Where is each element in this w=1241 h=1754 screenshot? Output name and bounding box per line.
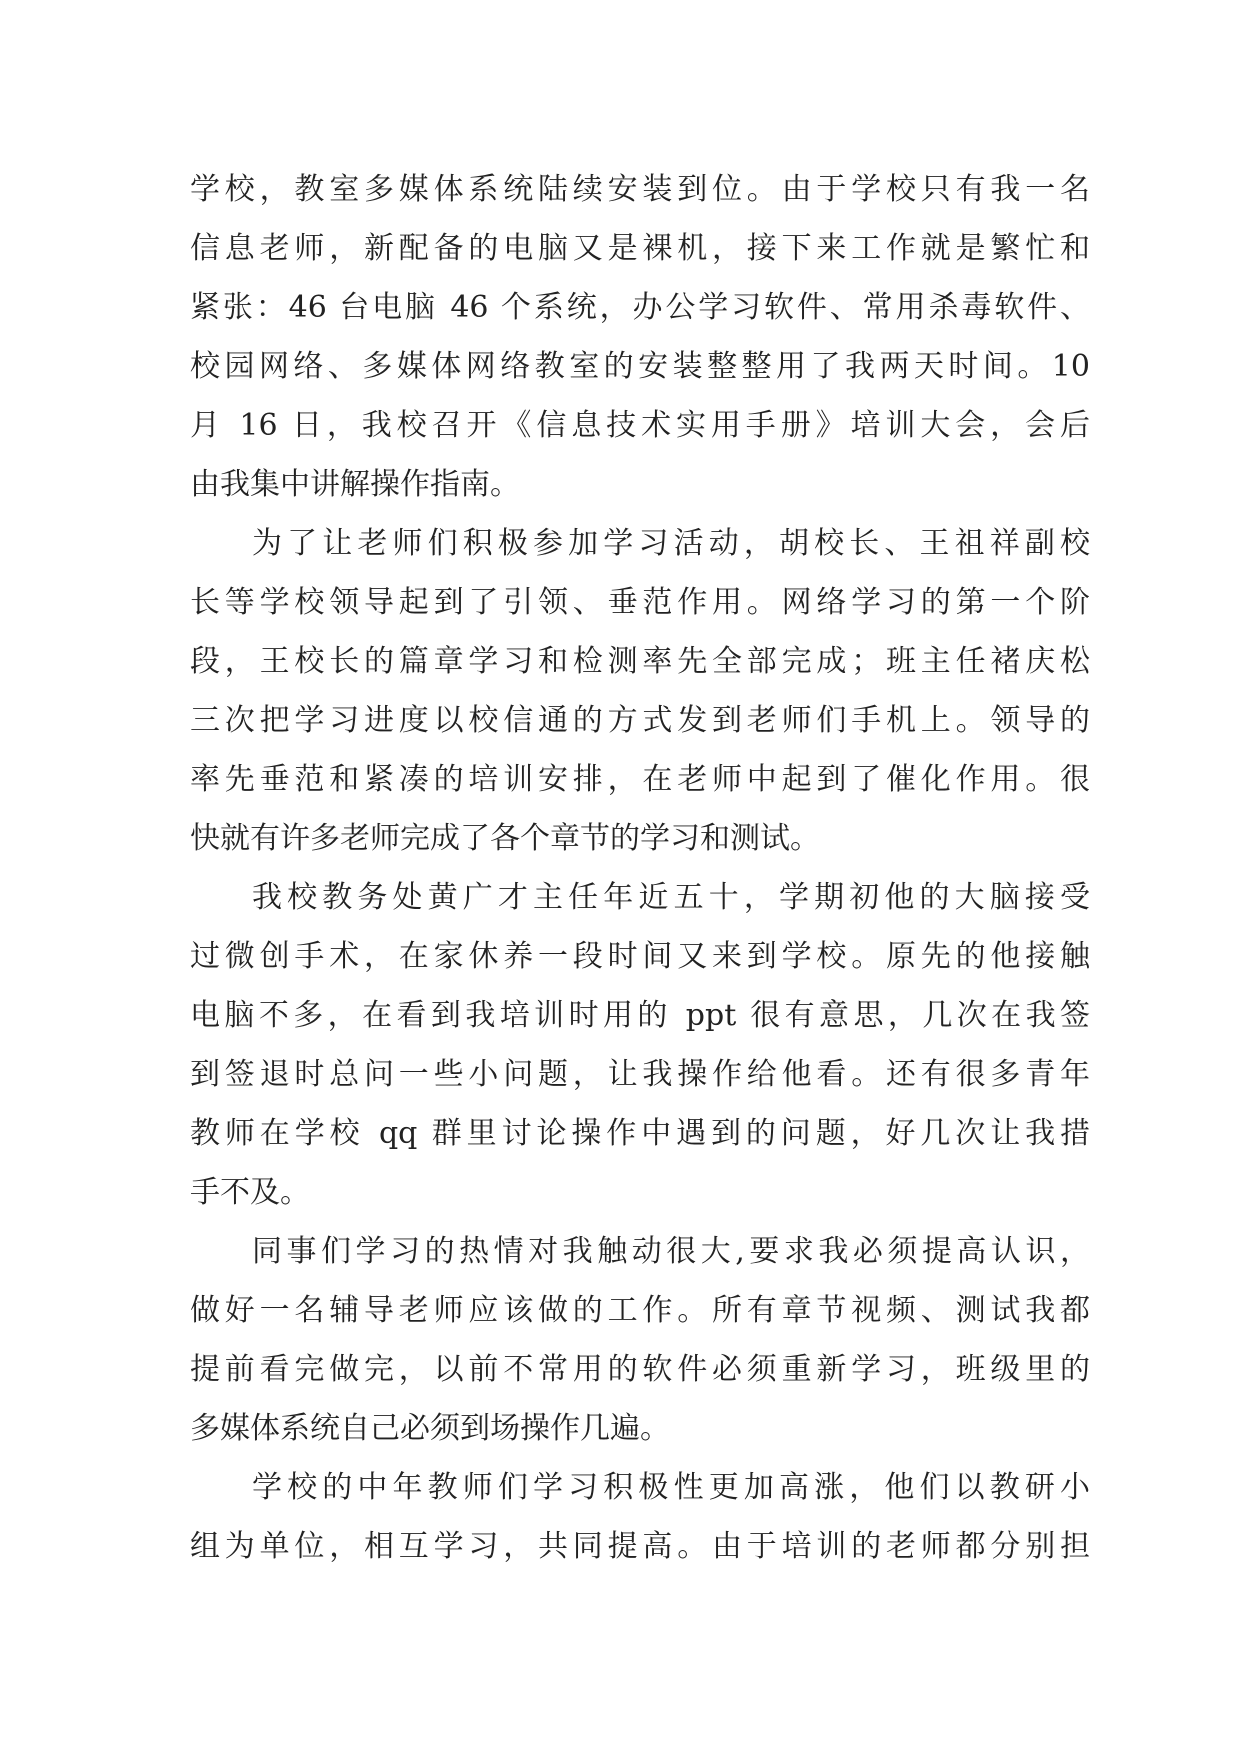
paragraph xyxy=(190,160,1090,514)
text-line: 长等学校领导起到了引领、垂范作用。网络学习的第一个阶 xyxy=(190,585,1090,620)
text-line: 紧张：46 台电脑 46 个系统，办公学习软件、常用杀毒软件、 xyxy=(190,290,1090,325)
text-line: 学校的中年教师们学习积极性更加高涨，他们以教研小 xyxy=(252,1470,1090,1505)
text-line: 校园网络、多媒体网络教室的安装整整用了我两天时间。10 xyxy=(190,349,1090,384)
text-line: 组为单位，相互学习，共同提高。由于培训的老师都分别担 xyxy=(190,1529,1090,1564)
text-line: 多媒体系统自己必须到场操作几遍。 xyxy=(190,1411,670,1446)
text-line: 学校，教室多媒体系统陆续安装到位。由于学校只有我一名 xyxy=(190,172,1090,207)
text-line: 率先垂范和紧凑的培训安排，在老师中起到了催化作用。很 xyxy=(190,762,1090,797)
document-body xyxy=(190,160,1090,1576)
text-line: 做好一名辅导老师应该做的工作。所有章节视频、测试我都 xyxy=(190,1293,1090,1328)
text-line: 我校教务处黄广才主任年近五十，学期初他的大脑接受 xyxy=(252,880,1090,915)
text-line: 过微创手术，在家休养一段时间又来到学校。原先的他接触 xyxy=(190,939,1090,974)
text-line: 三次把学习进度以校信通的方式发到老师们手机上。领导的 xyxy=(190,703,1090,738)
text-line: 手不及。 xyxy=(190,1175,310,1210)
text-line: 电脑不多，在看到我培训时用的 ppt 很有意思，几次在我签 xyxy=(190,998,1090,1033)
text-line: 教师在学校 qq 群里讨论操作中遇到的问题，好几次让我措 xyxy=(190,1116,1090,1151)
text-line: 月 16 日，我校召开《信息技术实用手册》培训大会，会后 xyxy=(190,408,1090,443)
paragraph xyxy=(190,868,1090,1222)
paragraph xyxy=(190,514,1090,868)
text-line: 提前看完做完，以前不常用的软件必须重新学习，班级里的 xyxy=(190,1352,1090,1387)
text-line: 同事们学习的热情对我触动很大,要求我必须提高认识， xyxy=(252,1234,1090,1269)
text-line: 由我集中讲解操作指南。 xyxy=(190,467,520,502)
text-line: 信息老师，新配备的电脑又是裸机，接下来工作就是繁忙和 xyxy=(190,231,1090,266)
text-line: 为了让老师们积极参加学习活动，胡校长、王祖祥副校 xyxy=(252,526,1090,561)
paragraph xyxy=(190,1222,1090,1458)
paragraph xyxy=(190,1458,1090,1576)
text-line: 到签退时总问一些小问题，让我操作给他看。还有很多青年 xyxy=(190,1057,1090,1092)
text-line: 段，王校长的篇章学习和检测率先全部完成；班主任褚庆松 xyxy=(190,644,1090,679)
text-line: 快就有许多老师完成了各个章节的学习和测试。 xyxy=(190,821,820,856)
